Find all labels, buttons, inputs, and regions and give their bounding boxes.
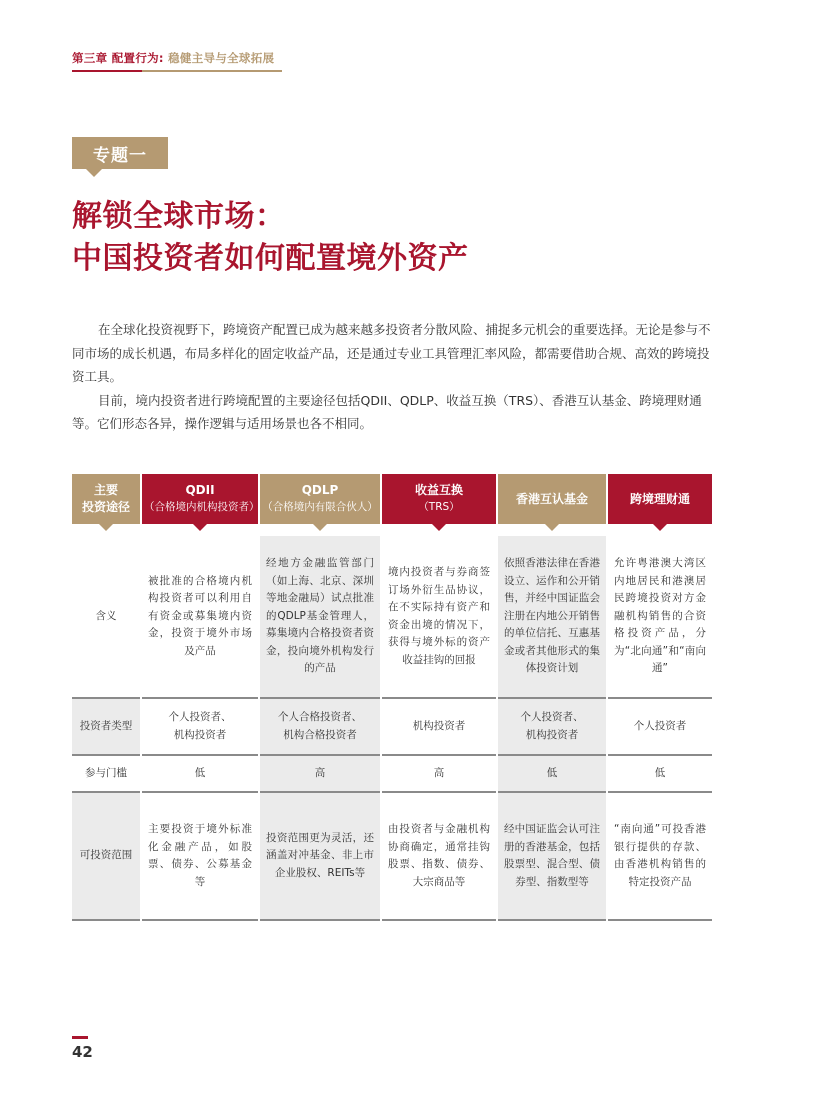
column-name: QDII [185, 483, 215, 497]
table-row [72, 536, 712, 699]
table-cell: 个人合格投资者、 机构合格投资者 [260, 699, 380, 756]
chapter-number: 第三章 [72, 51, 108, 65]
row-label: 可投资范围 [72, 793, 140, 921]
table-cell: “南向通”可投香港银行提供的存款、由香港机构销售的特定投资产品 [608, 793, 712, 921]
table-cell: 由投资者与金融机构协商确定，通常挂钩股票、指数、债券、大宗商品等 [382, 793, 496, 921]
chapter-header [72, 50, 274, 66]
table-cell: 主要投资于境外标准化金融产品，如股票、债券、公募基金等 [142, 793, 258, 921]
column-name: 收益互换 [414, 483, 463, 497]
table-row [72, 793, 712, 921]
page-title [72, 196, 469, 280]
table-cell: 允许粤港澳大湾区内地居民和港澳居民跨境投资对方金融机构销售的合资格投资产品，分为“北向通”和“南向通” [608, 536, 712, 699]
table-cell: 境内投资者与券商签订场外衍生品协议，在不实际持有资产和资金出境的情况下，获得与境外标的资产收益挂钩的回报 [382, 536, 496, 699]
column-name: 香港互认基金 [515, 491, 588, 506]
table-cell: 经中国证监会认可注册的香港基金，包括股票型、混合型、债券型、指数型等 [498, 793, 606, 921]
column-header-trs [382, 474, 496, 524]
column-header-hk-mutual-fund [498, 474, 606, 524]
chapter-name: 配置行为 [111, 51, 159, 65]
chapter-subtitle: 稳健主导与全球拓展 [168, 51, 275, 65]
table-cell: 个人投资者、 机构投资者 [498, 699, 606, 756]
row-label: 含义 [72, 536, 140, 699]
column-header-qdlp [260, 474, 380, 524]
comparison-table [70, 474, 714, 921]
row-label: 参与门槛 [72, 756, 140, 793]
column-subtitle: （合格境内机构投资者） [144, 501, 260, 513]
corner-line-2: 投资途径 [81, 500, 130, 514]
row-label: 投资者类型 [72, 699, 140, 756]
table-row [72, 756, 712, 793]
page-number-mark [72, 1036, 88, 1039]
page-number: 42 [72, 1043, 93, 1061]
table-cell: 投资范围更为灵活，还涵盖对冲基金、非上市企业股权、REITs等 [260, 793, 380, 921]
corner-line-1: 主要 [93, 483, 118, 497]
topic-tag: 专题一 [72, 137, 168, 169]
table-cell: 机构投资者 [382, 699, 496, 756]
column-subtitle: （合格境内有限合伙人） [262, 501, 378, 513]
paragraph: 在全球化投资视野下，跨境资产配置已成为越来越多投资者分散风险、捕捉多元机会的重要选择。无论是参与不同市场的成长机遇，布局多样化的固定收益产品，还是通过专业工具管理汇率风险，都需要借助合规、高效的跨境投资工具。 [72, 322, 711, 384]
table-cell: 高 [382, 756, 496, 793]
table-cell: 经地方金融监管部门（如上海、北京、深圳等地金融局）试点批准的QDLP基金管理人，募集境内合格投资者资金，投向境外机构发行的产品 [260, 536, 380, 699]
table-cell: 高 [260, 756, 380, 793]
table-cell: 个人投资者 [608, 699, 712, 756]
chapter-colon: : [158, 51, 169, 65]
corner-header [72, 474, 140, 524]
table-row [72, 699, 712, 756]
title-line-1: 解锁全球市场： [72, 199, 286, 234]
table-cell: 个人投资者、 机构投资者 [142, 699, 258, 756]
column-header-qdii [142, 474, 258, 524]
table-cell: 低 [498, 756, 606, 793]
table-cell: 低 [608, 756, 712, 793]
table-cell: 依照香港法律在香港设立、运作和公开销售，并经中国证监会注册在内地公开销售的单位信托、互惠基金或者其他形式的集体投资计划 [498, 536, 606, 699]
column-header-wealth-connect [608, 474, 712, 524]
column-name: QDLP [301, 483, 339, 497]
chapter-rule [72, 70, 282, 72]
intro-text [72, 318, 716, 436]
paragraph: 目前，境内投资者进行跨境配置的主要途径包括QDII、QDLP、收益互换（TRS）、香港互认基金、跨境理财通等。它们形态各异，操作逻辑与适用场景也各不相同。 [72, 392, 702, 431]
title-line-2: 中国投资者如何配置境外资产 [72, 241, 469, 276]
table-cell: 低 [142, 756, 258, 793]
column-name: 跨境理财通 [629, 491, 690, 506]
table-cell: 被批准的合格境内机构投资者可以利用自有资金或募集境内资金，投资于境外市场及产品 [142, 536, 258, 699]
column-subtitle: （TRS） [418, 501, 460, 513]
